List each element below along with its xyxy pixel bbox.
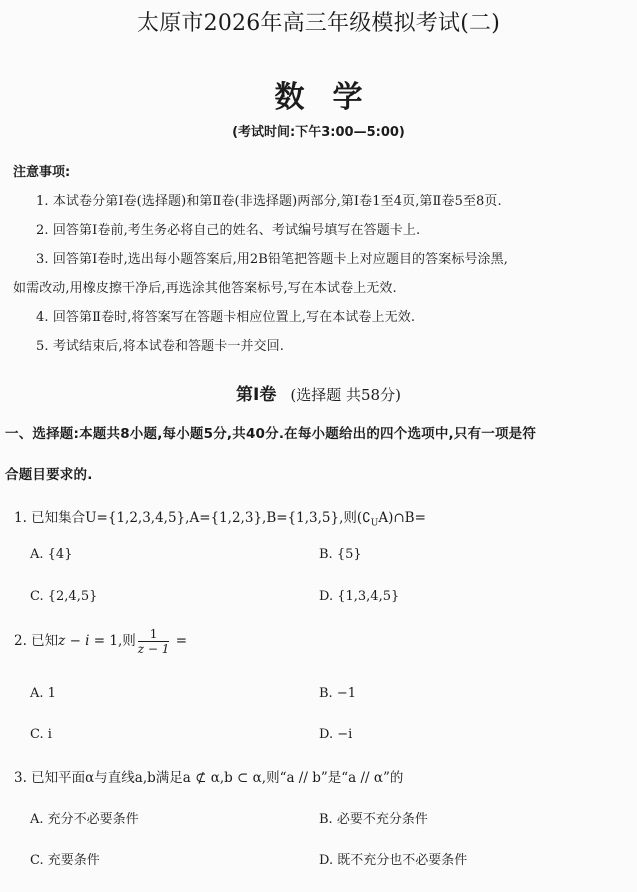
note-item: 如需改动,用橡皮擦干净后,再选涂其他答案标号,写在本试卷上无效. [13,281,397,296]
question-2-fraction [138,627,170,656]
question-2-stem [14,627,187,656]
section-heading [0,380,637,405]
question-1-stem [14,506,426,529]
complement-symbol: ∁ [362,510,371,526]
question-2-stem-text: 2. 已知 [14,633,59,649]
question-3-option-c: C. 充要条件 [30,853,100,868]
question-1-stem-text: 1. 已知集合U={1,2,3,4,5},A={1,2,3},B={1,3,5},则( [14,510,363,526]
note-item: 2. 回答第Ⅰ卷前,考生务必将自己的姓名、考试编号填写在答题卡上. [36,223,421,238]
exam-time: (考试时间:下午3:00—5:00) [232,125,405,140]
question-2-stem-mid: = 1,则 [89,633,136,649]
question-1-option-a: A. {4} [30,547,73,562]
question-1-option-c: C. {2,4,5} [30,589,98,604]
section-instruction: 合题目要求的. [5,467,93,483]
complement-subscript: U [370,518,379,529]
section-info: (选择题 共58分) [290,386,401,404]
question-3-option-d: D. 既不充分也不必要条件 [319,853,468,868]
note-item: 5. 考试结束后,将本试卷和答题卡一并交回. [36,339,285,354]
subject-title: 数学 [274,80,391,115]
question-2-option-d: D. −i [319,727,353,742]
question-2-variable: z − i [58,633,90,649]
question-2-stem-tail: = [171,633,188,649]
fraction-numerator: 1 [138,627,170,642]
section-instruction: 一、选择题:本题共8小题,每小题5分,共40分.在每小题给出的四个选项中,只有一项是符 [5,426,537,442]
question-2-option-b: B. −1 [319,686,356,701]
fraction-denominator: z − 1 [137,642,170,656]
question-3-stem: 3. 已知平面α与直线a,b满足a ⊄ α,b ⊂ α,则“a // b”是“a // α”的 [14,770,404,786]
section-name: 第Ⅰ卷 [236,385,277,405]
question-3-option-b: B. 必要不充分条件 [319,812,428,827]
note-item: 1. 本试卷分第Ⅰ卷(选择题)和第Ⅱ卷(非选择题)两部分,第Ⅰ卷1至4页,第Ⅱ卷5至8页. [36,194,502,209]
question-1-option-b: B. {5} [319,547,362,562]
question-2-option-c: C. i [30,727,52,742]
question-1-option-d: D. {1,3,4,5} [319,589,400,604]
notes-heading: 注意事项: [13,165,71,180]
question-3-option-a: A. 充分不必要条件 [30,812,139,827]
question-1-stem-tail: A)∩B= [378,510,426,526]
note-item: 4. 回答第Ⅱ卷时,将答案写在答题卡相应位置上,写在本试卷上无效. [36,310,416,325]
exam-title: 太原市2026年高三年级模拟考试(二) [137,11,500,36]
question-2-option-a: A. 1 [30,686,56,701]
note-item: 3. 回答第Ⅰ卷时,选出每小题答案后,用2B铅笔把答题卡上对应题目的答案标号涂黑, [36,252,508,267]
